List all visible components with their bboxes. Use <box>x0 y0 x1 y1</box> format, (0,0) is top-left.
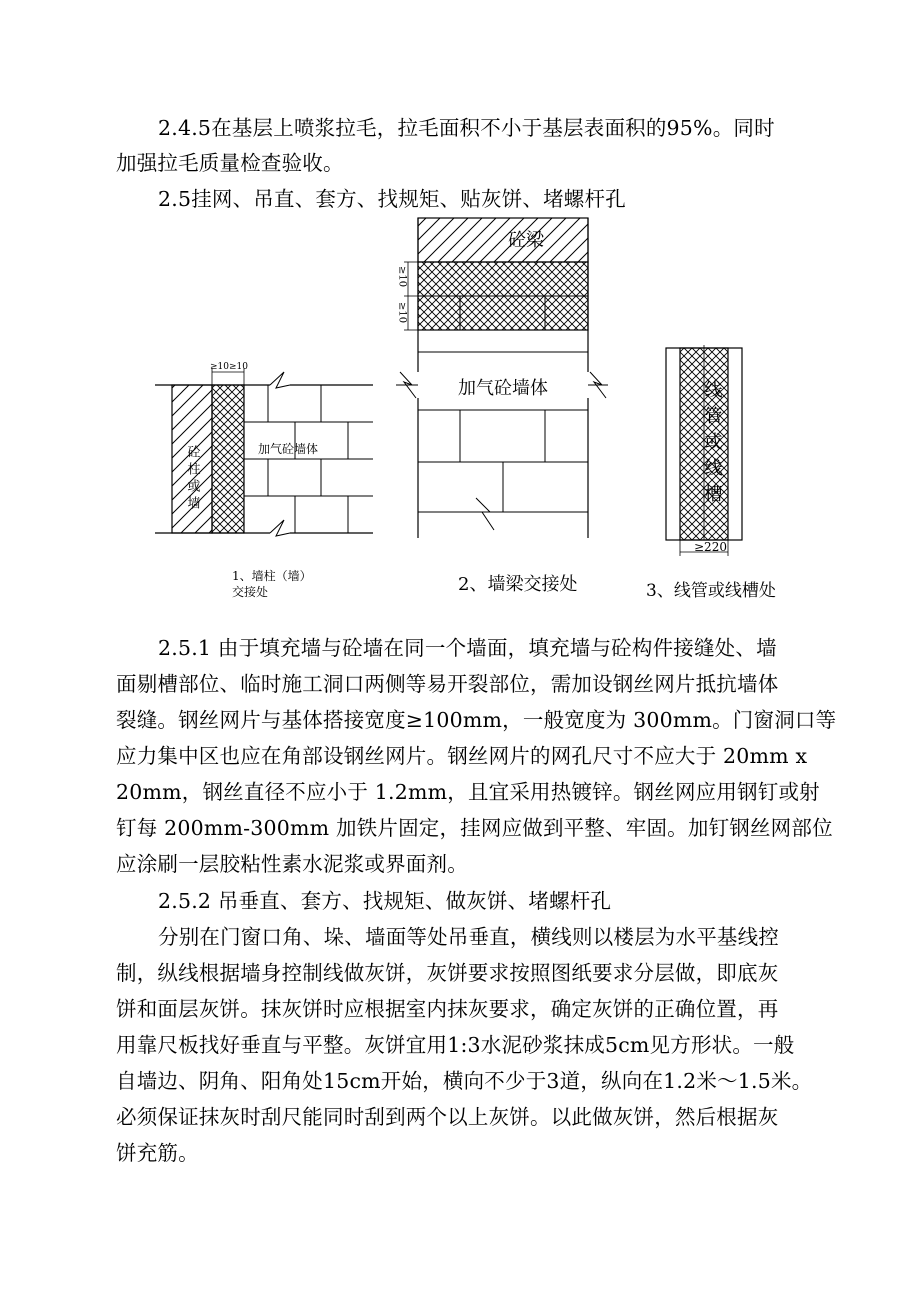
fig1-caption-line1: 1、墙柱（墙） <box>232 569 312 583</box>
fig3-dim-label: ≥220 <box>694 540 727 554</box>
fig2-beam-label: 砼梁 <box>508 230 544 251</box>
fig1-dim-label: ≥10≥10 <box>210 362 248 372</box>
fig3-groove-label: 线管或线槽 <box>701 380 723 510</box>
s251-line-7: 应涂刷一层胶粘性素水泥浆或界面剂。 <box>116 852 468 876</box>
fig2-dim-label-1: ≥10 <box>396 266 408 288</box>
fig2-wall-label: 加气砼墙体 <box>458 378 548 399</box>
s251-line-5: 20mm，钢丝直径不应小于 1.2mm，且宜采用热镀锌。钢丝网应用钢钉或射 <box>116 780 820 804</box>
s252-line-1: 分别在门窗口角、垛、墙面等处吊垂直，横线则以楼层为水平基线控 <box>158 925 779 949</box>
s251-line-6: 钉每 200mm-300mm 加铁片固定，挂网应做到平整、牢固。加钉钢丝网部位 <box>116 816 833 840</box>
s252-line-5: 自墙边、阴角、阳角处15cm开始，横向不少于3道，纵向在1.2米～1.5米。 <box>116 1069 813 1093</box>
s251-line-4: 应力集中区也应在角部设钢丝网片。钢丝网片的网孔尺寸不应大于 20mm x <box>116 744 808 768</box>
s251-line-2: 面剔槽部位、临时施工洞口两侧等易开裂部位，需加设钢丝网片抵抗墙体 <box>116 672 779 696</box>
fig1-wall-label: 加气砼墙体 <box>258 442 319 456</box>
fig3-caption: 3、线管或线槽处 <box>646 581 776 601</box>
fig2-wall-beam-junction <box>396 218 608 595</box>
intro-line-2: 加强拉毛质量检查验收。 <box>116 151 344 175</box>
s252-line-4: 用靠尺板找好垂直与平整。灰饼宜用1:3水泥砂浆抹成5cm见方形状。一般 <box>116 1033 795 1057</box>
s252-line-2: 制，纵线根据墙身控制线做灰饼，灰饼要求按照图纸要求分层做，即底灰 <box>116 961 779 985</box>
fig3-conduit-groove <box>646 345 776 601</box>
s252-line-7: 饼充筋。 <box>116 1141 199 1165</box>
fig1-mesh-strip <box>212 385 244 533</box>
fig1-caption-line2: 交接处 <box>232 585 269 599</box>
fig2-caption: 2、墙梁交接处 <box>458 574 578 595</box>
s252-line-3: 饼和面层灰饼。抹灰饼时应根据室内抹灰要求，确定灰饼的正确位置，再 <box>116 997 779 1021</box>
s251-line-1: 2.5.1 由于填充墙与砼墙在同一个墙面，填充墙与砼构件接缝处、墙 <box>158 636 777 660</box>
fig2-concrete-beam <box>418 218 588 262</box>
construction-figure <box>0 0 920 620</box>
fig1-wall-column-junction <box>155 362 373 599</box>
s251-line-3: 裂缝。钢丝网片与基体搭接宽度≥100mm，一般宽度为 300mm。门窗洞口等 <box>116 708 837 732</box>
fig1-column-label: 砼柱或墙 <box>184 445 200 513</box>
s252-line-6: 必须保证抹灰时刮尺能同时刮到两个以上灰饼。以此做灰饼，然后根据灰 <box>116 1105 779 1129</box>
intro-line-1: 2.4.5在基层上喷浆拉毛，拉毛面积不小于基层表面积的95%。同时 <box>158 116 775 140</box>
s252-heading: 2.5.2 吊垂直、套方、找规矩、做灰饼、堵螺杆孔 <box>158 889 612 913</box>
section-2-5-heading: 2.5挂网、吊直、套方、找规矩、贴灰饼、堵螺杆孔 <box>158 187 626 211</box>
fig2-dim-label-2: ≥10 <box>396 302 408 324</box>
